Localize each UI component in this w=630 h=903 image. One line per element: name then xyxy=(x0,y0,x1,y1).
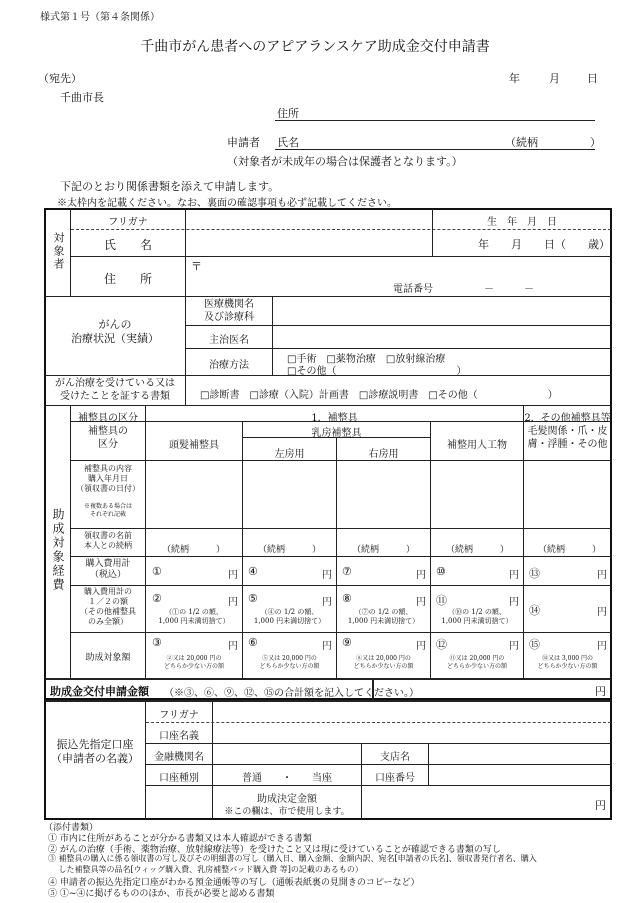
total-3-mark: ⑦ xyxy=(342,565,352,578)
grant-total-note: （※③、⑥、⑨、⑫、⑮の合計額を記入してください。） xyxy=(164,688,419,699)
addressee: （宛先） xyxy=(38,72,82,85)
sub-category-label: 補整具の 区分 xyxy=(88,426,128,450)
address-line[interactable] xyxy=(275,120,595,121)
grant-2-mark: ⑥ xyxy=(248,636,258,649)
grant-label: 助成対象額 xyxy=(85,653,131,663)
date-year: 年 xyxy=(509,72,520,85)
name-field-label: 氏 名 xyxy=(103,238,152,252)
attachment-4: ④ 申請者の振込先指定口座がわかる預金通帳等の写し（通帳表紙裏の見開きのコピーなど） xyxy=(48,878,420,888)
attachment-3-cont: した補整具等の品名[ウィッグ購入費、乳房補整パッド購入費 等]の記載のあるもの） xyxy=(48,865,363,874)
relation-close: ） xyxy=(590,136,601,149)
name-label: 氏名 xyxy=(277,136,299,149)
grant-1-yen: 円 xyxy=(228,641,238,652)
attachment-3: ③ 補整具の購入に係る領収書の写し及びその明細書の写し（購入日、購入金額、金額内訳、宛名[申請者の氏名]、領収書発行者名、購入 xyxy=(48,854,537,863)
half-1-yen: 円 xyxy=(228,597,238,608)
grant-5-mark: ⑮ xyxy=(529,638,540,651)
grant-4-mark: ⑫ xyxy=(436,638,447,651)
grant-total-yen: 円 xyxy=(595,685,606,698)
total-4-mark: ⑩ xyxy=(436,565,446,578)
method-label: 治療方法 xyxy=(209,360,249,371)
category-2: 2．その他補整具等 xyxy=(524,413,611,424)
account-number-label: 口座番号 xyxy=(375,773,415,784)
category-label: 補整具の区分 xyxy=(78,413,138,424)
half-4-mark: ⑪ xyxy=(436,594,447,607)
attachments-title: （添付書類） xyxy=(44,823,99,833)
category-1: 1．補整具 xyxy=(311,413,358,424)
account-type-options[interactable]: 普通 ・ 当座 xyxy=(242,773,332,784)
relation-4[interactable]: （続柄 ） xyxy=(446,545,510,555)
half-1-mark: ② xyxy=(152,592,162,605)
birthdate-label: 生 年 月 日 xyxy=(487,217,557,228)
grant-4-note: ⑪又は 20,000 円の どちらか少ない方の額 xyxy=(446,655,507,670)
furigana-label: フリガナ xyxy=(108,217,148,228)
grant-3-note: ⑧又は 20,000 円の どちらか少ない方の額 xyxy=(353,655,414,670)
branch-label: 支店名 xyxy=(380,752,410,763)
receipt-label: 領収書の名前 本人との続柄 xyxy=(84,531,132,550)
address-label: 住所 xyxy=(277,107,299,120)
decision-note: ※この欄は、市で使用します。 xyxy=(224,807,350,817)
bank-furigana-label: フリガナ xyxy=(159,710,199,721)
grant-3-mark: ⑨ xyxy=(342,636,352,649)
phone-dash[interactable]: － － xyxy=(484,284,534,295)
half-4-yen: 円 xyxy=(509,597,519,608)
total-2-mark: ④ xyxy=(248,565,258,578)
date-day: 日 xyxy=(587,72,598,85)
attachment-5: ⑤ ①~④に掲げるもののほか、市長が必要と認める書類 xyxy=(48,889,275,899)
half-2-mark: ⑤ xyxy=(248,592,258,605)
half-label: 購入費用計の １／２の額 （その他補整具 のみ全額） xyxy=(80,587,136,626)
total-label: 購入費用計 （税込） xyxy=(85,559,131,581)
birthdate-fields[interactable]: 年 月 日（ 歳） xyxy=(478,238,610,251)
institution-label: 医療機関名 及び診療科 xyxy=(204,299,254,323)
grant-2-note: ⑤又は 20,000 円の どちらか少ない方の額 xyxy=(259,655,320,670)
proof-options[interactable]: □診断書 □診療（入院）計画書 □診療説明書 □その他（ ） xyxy=(200,390,558,401)
left-label: 左房用 xyxy=(274,449,305,460)
grant-3-yen: 円 xyxy=(416,641,426,652)
breast-label: 乳房補整具 xyxy=(311,428,362,439)
method-options[interactable]: □手術 □薬物治療 □放射線治療 xyxy=(287,354,446,365)
half-3-yen: 円 xyxy=(416,597,426,608)
page-title: 千曲市がん患者へのアピアランスケア助成金交付申請書 xyxy=(140,39,490,55)
half-3-mark: ⑧ xyxy=(342,592,352,605)
wig-label: 頭髪補整具 xyxy=(169,440,219,451)
account-holder-label: 口座名義 xyxy=(159,731,199,742)
total-5-mark: ⑬ xyxy=(529,567,540,580)
grant-2-yen: 円 xyxy=(322,641,332,652)
half-5-mark: ⑭ xyxy=(529,604,540,617)
applicant-label: 申請者 xyxy=(227,136,260,149)
postal-mark: 〒 xyxy=(191,260,202,273)
attachment-1: ① 市内に住所があることが分かる書類又は本人確認ができる書類 xyxy=(48,834,312,844)
date-month: 月 xyxy=(549,72,560,85)
total-1-yen: 円 xyxy=(228,570,238,581)
grant-1-note: ②又は 20,000 円の どちらか少ない方の額 xyxy=(163,655,224,670)
right-label: 右房用 xyxy=(368,449,399,460)
total-3-yen: 円 xyxy=(416,570,426,581)
intro-text: 下記のとおり関係書類を添えて申請します。 xyxy=(60,180,280,193)
total-1-mark: ① xyxy=(152,565,162,578)
expense-section-label: 助成対象経費 xyxy=(51,508,65,592)
half-5-yen: 円 xyxy=(597,607,607,618)
grant-5-yen: 円 xyxy=(597,641,607,652)
bank-name-label: 金融機関名 xyxy=(154,752,204,763)
relation-3[interactable]: （続柄 ） xyxy=(352,545,416,555)
half-3-note: （⑦の 1/2 の額、 1,000 円未満切捨て） xyxy=(347,608,420,625)
grant-4-yen: 円 xyxy=(509,641,519,652)
method-other[interactable]: □その他（ ） xyxy=(287,366,467,377)
doctor-label: 主治医名 xyxy=(209,335,249,346)
decision-label: 助成決定金額 xyxy=(257,794,317,805)
half-2-yen: 円 xyxy=(322,597,332,608)
form-number: 様式第１号（第４条関係） xyxy=(40,12,160,23)
relation-5[interactable]: （続柄 ） xyxy=(538,545,602,555)
total-2-yen: 円 xyxy=(322,570,332,581)
address-field-label: 住 所 xyxy=(103,272,152,286)
name-line[interactable] xyxy=(275,149,595,150)
relation-2[interactable]: （続柄 ） xyxy=(258,545,322,555)
mayor: 千曲市長 xyxy=(60,91,104,104)
proof-label: がん治療を受けている又は 受けたことを証する書類 xyxy=(55,378,175,402)
grant-1-mark: ③ xyxy=(152,636,162,649)
bank-label: 振込先指定口座 （申請者の名義） xyxy=(51,738,139,765)
contents-note: ※複数ある場合は それぞれ記載 xyxy=(83,503,132,518)
guardian-note: （対象者が未成年の場合は保護者となります。） xyxy=(227,155,463,168)
target-label: 対象者 xyxy=(52,232,65,271)
relation-label: （続柄 xyxy=(505,136,538,149)
grant-5-note: ⑭又は 3,000 円の どちらか少ない方の額 xyxy=(537,655,598,670)
total-4-yen: 円 xyxy=(509,570,519,581)
relation-1[interactable]: （続柄 ） xyxy=(162,545,226,555)
half-2-note: （④の 1/2 の額、 1,000 円未満切捨て） xyxy=(253,608,326,625)
total-5-yen: 円 xyxy=(597,570,607,581)
other-label: 毛髪関係・爪・皮膚・浮腫・その他 xyxy=(527,426,608,450)
artificial-label: 補整用人工物 xyxy=(447,440,507,451)
phone-label: 電話番号 xyxy=(393,284,433,295)
contents-label: 補整具の内容 購入年月日 （領収書の日付） xyxy=(76,464,140,493)
grant-total-label: 助成金交付申請金額 xyxy=(50,685,149,698)
account-type-label: 口座種別 xyxy=(159,773,199,784)
half-1-note: （①の 1/2 の額、 1,000 円未満切捨て） xyxy=(158,608,230,625)
decision-yen: 円 xyxy=(595,799,606,812)
attachment-2: ② がんの治療（手術、薬物治療、放射線療法等）を受けたこと又は現に受けていることが確認できる書類の写し xyxy=(48,845,501,855)
intro-note: ※太枠内を記載ください。なお、裏面の確認事項も必ず記載してください。 xyxy=(57,198,397,209)
treatment-label: がんの 治療状況（実績） xyxy=(71,318,159,345)
half-4-note: （⑩の 1/2 の額、 1,000 円未満切捨て） xyxy=(441,608,513,625)
